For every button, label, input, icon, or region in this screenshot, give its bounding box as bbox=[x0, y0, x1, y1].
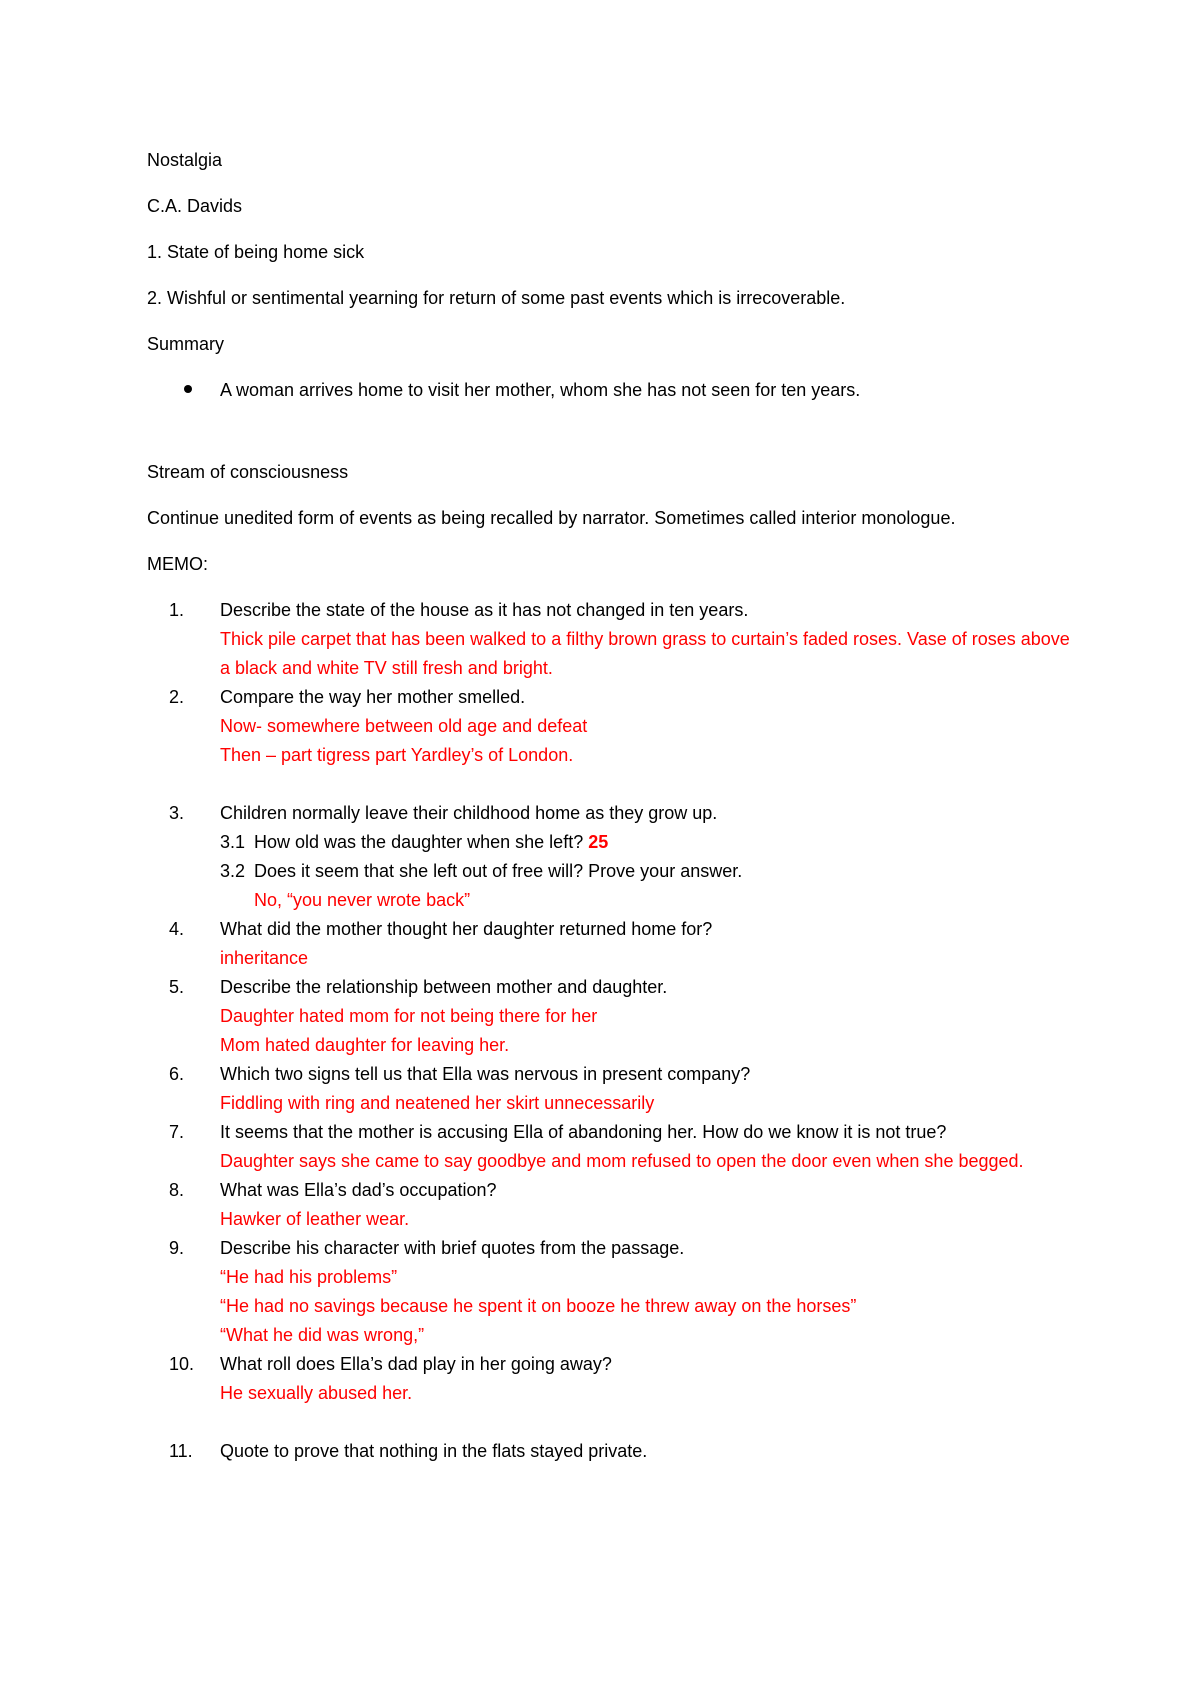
document-title: Nostalgia bbox=[147, 150, 223, 170]
answer-text: No, “you never wrote back” bbox=[254, 890, 471, 910]
answer-text: Mom hated daughter for leaving her. bbox=[220, 1035, 510, 1055]
question-text: Compare the way her mother smelled. bbox=[220, 687, 526, 707]
answer-text: Fiddling with ring and neatened her skirt unnecessarily bbox=[220, 1093, 655, 1113]
question-text: What did the mother thought her daughter returned home for? bbox=[220, 919, 713, 939]
question-text: It seems that the mother is accusing Ella of abandoning her. How do we know it is not true? bbox=[220, 1122, 947, 1142]
question-item bbox=[147, 683, 1077, 770]
stream-of-consciousness-heading: Stream of consciousness bbox=[147, 462, 349, 482]
sub-question bbox=[220, 857, 1077, 886]
answer-text: inheritance bbox=[220, 948, 309, 968]
definition: 1. State of being home sick bbox=[147, 242, 365, 262]
answer-text: He sexually abused her. bbox=[220, 1383, 413, 1403]
answer-text: Then – part tigress part Yardley’s of London. bbox=[220, 745, 574, 765]
question-item bbox=[147, 1234, 1077, 1350]
answer-text: “What he did was wrong,” bbox=[220, 1325, 425, 1345]
sub-question bbox=[220, 828, 1077, 857]
question-item bbox=[147, 915, 1077, 973]
question-item bbox=[147, 1350, 1077, 1408]
question-text: What was Ella’s dad’s occupation? bbox=[220, 1180, 497, 1200]
definition: 2. Wishful or sentimental yearning for return of some past events which is irrecoverable. bbox=[147, 288, 846, 308]
question-number: 11. bbox=[169, 1441, 193, 1461]
question-item bbox=[147, 1060, 1077, 1118]
question-item bbox=[147, 1176, 1077, 1234]
summary-text: A woman arrives home to visit her mother, whom she has not seen for ten years. bbox=[220, 380, 861, 400]
document-content bbox=[147, 146, 1077, 1466]
answer-text: Hawker of leather wear. bbox=[220, 1209, 410, 1229]
question-text: Describe the relationship between mother and daughter. bbox=[220, 977, 668, 997]
question-text: Describe the state of the house as it has not changed in ten years. bbox=[220, 600, 749, 620]
sub-question-number: 3.2 bbox=[220, 861, 246, 881]
question-number: 6. bbox=[169, 1064, 185, 1084]
question-number: 8. bbox=[169, 1180, 185, 1200]
question-text: What roll does Ella’s dad play in her going away? bbox=[220, 1354, 612, 1374]
summary-heading: Summary bbox=[147, 334, 225, 354]
answer-text: Thick pile carpet that has been walked to a filthy brown grass to curtain’s faded roses. Vase of roses above a black and white TV still fresh and bright. bbox=[220, 629, 1070, 678]
stream-of-consciousness-text: Continue unedited form of events as being recalled by narrator. Sometimes called interior monologue. bbox=[147, 508, 956, 528]
summary-list-item bbox=[147, 376, 1077, 405]
answer-text: Daughter says she came to say goodbye and mom refused to open the door even when she begged. bbox=[220, 1151, 1024, 1171]
sub-question-number: 3.1 bbox=[220, 832, 246, 852]
sub-question-text: How old was the daughter when she left? bbox=[254, 832, 584, 852]
question-text: Which two signs tell us that Ella was nervous in present company? bbox=[220, 1064, 751, 1084]
memo-heading: MEMO: bbox=[147, 554, 208, 574]
memo-list bbox=[147, 596, 1077, 1466]
question-text: Children normally leave their childhood home as they grow up. bbox=[220, 803, 718, 823]
inline-answer: 25 bbox=[588, 832, 609, 852]
question-text: Describe his character with brief quotes from the passage. bbox=[220, 1238, 685, 1258]
question-item bbox=[147, 799, 1077, 915]
question-item bbox=[147, 596, 1077, 683]
question-item bbox=[147, 973, 1077, 1060]
question-text: Quote to prove that nothing in the flats stayed private. bbox=[220, 1441, 648, 1461]
answer-text: “He had his problems” bbox=[220, 1267, 398, 1287]
question-item bbox=[147, 1437, 1077, 1466]
question-number: 2. bbox=[169, 687, 185, 707]
question-number: 3. bbox=[169, 803, 185, 823]
question-number: 10. bbox=[169, 1354, 195, 1374]
answer-text: Now- somewhere between old age and defeat bbox=[220, 716, 588, 736]
question-number: 1. bbox=[169, 600, 185, 620]
sub-question-text: Does it seem that she left out of free will? Prove your answer. bbox=[254, 861, 743, 881]
bullet-icon bbox=[184, 385, 192, 393]
answer-text: “He had no savings because he spent it on booze he threw away on the horses” bbox=[220, 1296, 857, 1316]
answer-text: Daughter hated mom for not being there for her bbox=[220, 1006, 598, 1026]
question-item bbox=[147, 1118, 1077, 1176]
question-number: 5. bbox=[169, 977, 185, 997]
question-number: 4. bbox=[169, 919, 185, 939]
question-number: 9. bbox=[169, 1238, 185, 1258]
question-number: 7. bbox=[169, 1122, 185, 1142]
author: C.A. Davids bbox=[147, 196, 243, 216]
